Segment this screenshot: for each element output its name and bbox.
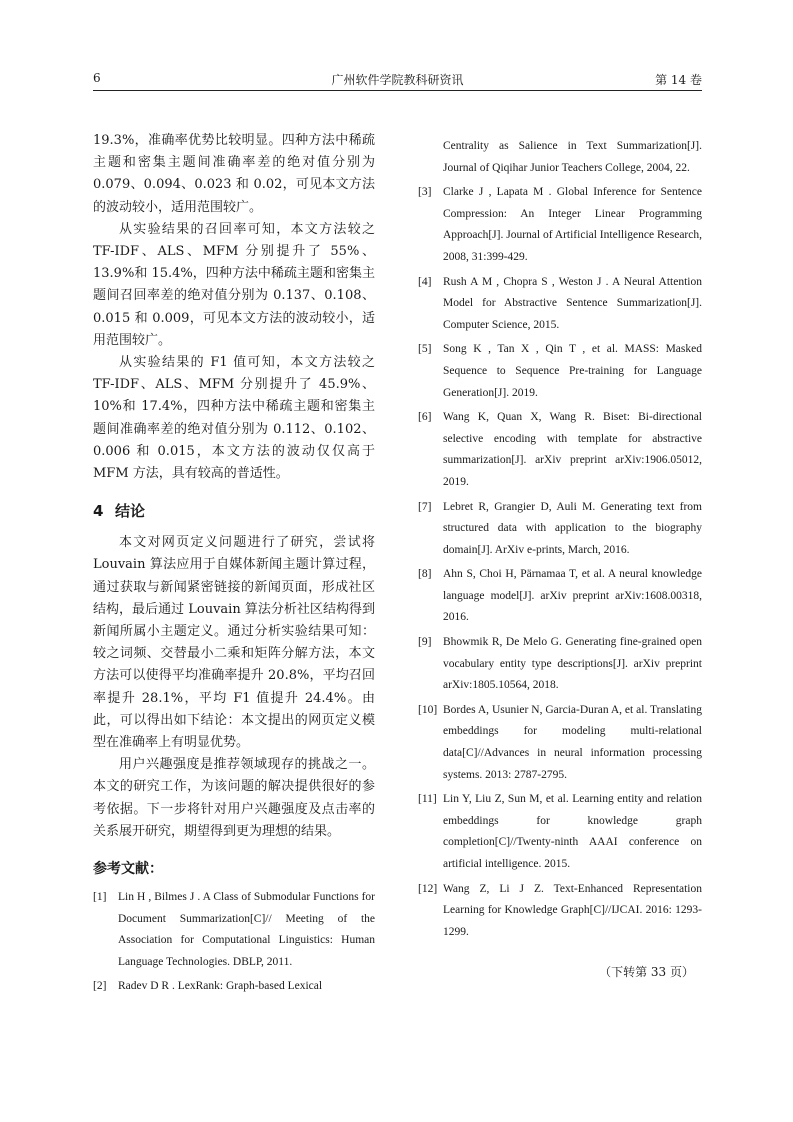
reference-text: Clarke J , Lapata M . Global Inference for Sentence Compression: An Integer Linear Programming Approach[J]. Journal of Artificial Intelligence Research, 2008, 31:399-429.: [443, 186, 702, 263]
reference-item: [418, 272, 702, 337]
header-rule: [93, 90, 702, 91]
reference-item: [418, 407, 702, 493]
journal-title: 广州软件学院教科研资讯: [331, 73, 464, 87]
reference-item: [418, 339, 702, 404]
reference-number: [5]: [418, 343, 432, 356]
reference-number: [4]: [418, 275, 432, 288]
body-paragraph: 19.3%，准确率优势比较明显。四种方法中稀疏主题和密集主题间准确率差的绝对值分别为 0.079、0.094、0.023 和 0.02，可见本文方法的波动较小，适用范围较广。: [93, 133, 375, 215]
reference-number: [1]: [93, 891, 107, 904]
section-title: 结论: [115, 502, 146, 521]
reference-number: [6]: [418, 411, 432, 424]
reference-text: Wang K, Quan X, Wang R. Biset: Bi-directional selective encoding with template for abstractive summarization[J]. arXiv preprint arXiv:1906.05012, 2019.: [443, 411, 702, 488]
body-paragraph: 从实验结果的 F1 值可知，本文方法较之 TF-IDF、ALS、MFM 分别提升了 45.9%、10%和 17.4%，四种方法中稀疏主题和密集主题间准确率差的绝对值分别为 0.112、0.102、0.006 和 0.015，本文方法的波动仅仅高于 MFM 方法，具有较高的普适性。: [93, 355, 375, 482]
reference-item: [93, 887, 375, 973]
reference-item: [418, 789, 702, 875]
section-number: 4: [93, 502, 104, 521]
reference-number: [9]: [418, 636, 432, 649]
reference-item: [418, 182, 702, 268]
left-column: [93, 130, 375, 1001]
reference-item: [418, 564, 702, 629]
running-header: [93, 67, 702, 89]
section-heading: [93, 501, 375, 521]
reference-number: [7]: [418, 500, 432, 513]
right-column: [418, 136, 702, 980]
reference-text: Centrality as Salience in Text Summarization[J]. Journal of Qiqihar Junior Teachers College, 2004, 22.: [443, 140, 702, 174]
reference-number: [3]: [418, 186, 432, 199]
reference-text: Ahn S, Choi H, Pärnamaa T, et al. A neural knowledge language model[J]. arXiv preprint arXiv:1608.00318, 2016.: [443, 568, 702, 624]
reference-text: Bhowmik R, De Melo G. Generating fine-grained open vocabulary entity type descriptions[J]. arXiv preprint arXiv:1805.10564, 2018.: [443, 636, 702, 692]
reference-item: [93, 976, 375, 998]
reference-text: Lin Y, Liu Z, Sun M, et al. Learning entity and relation embeddings for knowledge graph completion[C]//Twenty-ninth AAAI conference on artificial intelligence. 2015.: [443, 793, 702, 870]
reference-text: Radev D R . LexRank: Graph-based Lexical: [118, 980, 323, 993]
reference-item: [418, 879, 702, 944]
volume-label: 第 14 卷: [655, 73, 702, 87]
reference-item: [418, 632, 702, 697]
conclusion-paragraph: 用户兴趣强度是推荐领域现存的挑战之一。本文的研究工作，为该问题的解决提供很好的参考依据。下一步将针对用户兴趣强度及点击率的关系展开研究，期望得到更为理想的结果。: [93, 757, 375, 839]
reference-list: [418, 136, 702, 943]
reference-item-continued: [418, 136, 702, 179]
reference-number: [11]: [418, 793, 437, 806]
reference-number: [10]: [418, 703, 438, 716]
references-heading: 参考文献：: [93, 861, 163, 878]
page-number: 6: [93, 71, 101, 85]
reference-number: [8]: [418, 568, 432, 581]
continuation-note: （下转第 33 页）: [599, 965, 694, 980]
body-paragraph: 从实验结果的召回率可知，本文方法较之 TF-IDF、ALS、MFM 分别提升了 55%、13.9%和 15.4%，四种方法中稀疏主题和密集主题间召回率差的绝对值分别为 0.137、0.108、0.015 和 0.009，可见本文方法的波动较小，适用范围较广。: [93, 221, 375, 348]
reference-text: Lin H , Bilmes J . A Class of Submodular Functions for Document Summarization[C]// Meeting of the Association for Computational Linguistics: Human Language Technologies. DBLP, 2011.: [118, 891, 375, 968]
conclusion-paragraph: 本文对网页定义问题进行了研究，尝试将 Louvain 算法应用于自媒体新闻主题计算过程，通过获取与新闻紧密链接的新闻页面，形成社区结构，最后通过 Louvain 算法分析社区结构得到新闻所属小主题定义。通过分析实验结果可知：较之词频、交替最小二乘和矩阵分解方法，本文方法可以使得平均准确率提升 20.8%，平均召回率提升 28.1%，平均 F1 值提升 24.4%。由此，可以得出如下结论：本文提出的网页定义模型在准确率上有明显优势。: [93, 535, 375, 751]
reference-text: Bordes A, Usunier N, Garcia-Duran A, et al. Translating embeddings for modeling multi-relational data[C]//Advances in neural information processing systems. 2013: 2787-2795.: [443, 703, 702, 781]
reference-text: Lebret R, Grangier D, Auli M. Generating text from structured data with application to the biography domain[J]. ArXiv e-prints, March, 2016.: [443, 500, 702, 556]
reference-list: [93, 887, 375, 998]
reference-text: Wang Z, Li J Z. Text-Enhanced Representation Learning for Knowledge Graph[C]//IJCAI. 2016: 1293-1299.: [443, 882, 702, 938]
reference-item: [418, 700, 702, 786]
reference-item: [418, 497, 702, 562]
reference-number: [12]: [418, 882, 438, 895]
reference-text: Song K , Tan X , Qin T , et al. MASS: Masked Sequence to Sequence Pre-training for Language Generation[J]. 2019.: [443, 343, 702, 399]
reference-number: [2]: [93, 980, 107, 993]
reference-text: Rush A M , Chopra S , Weston J . A Neural Attention Model for Abstractive Sentence Summarization[J]. Computer Science, 2015.: [443, 275, 702, 331]
